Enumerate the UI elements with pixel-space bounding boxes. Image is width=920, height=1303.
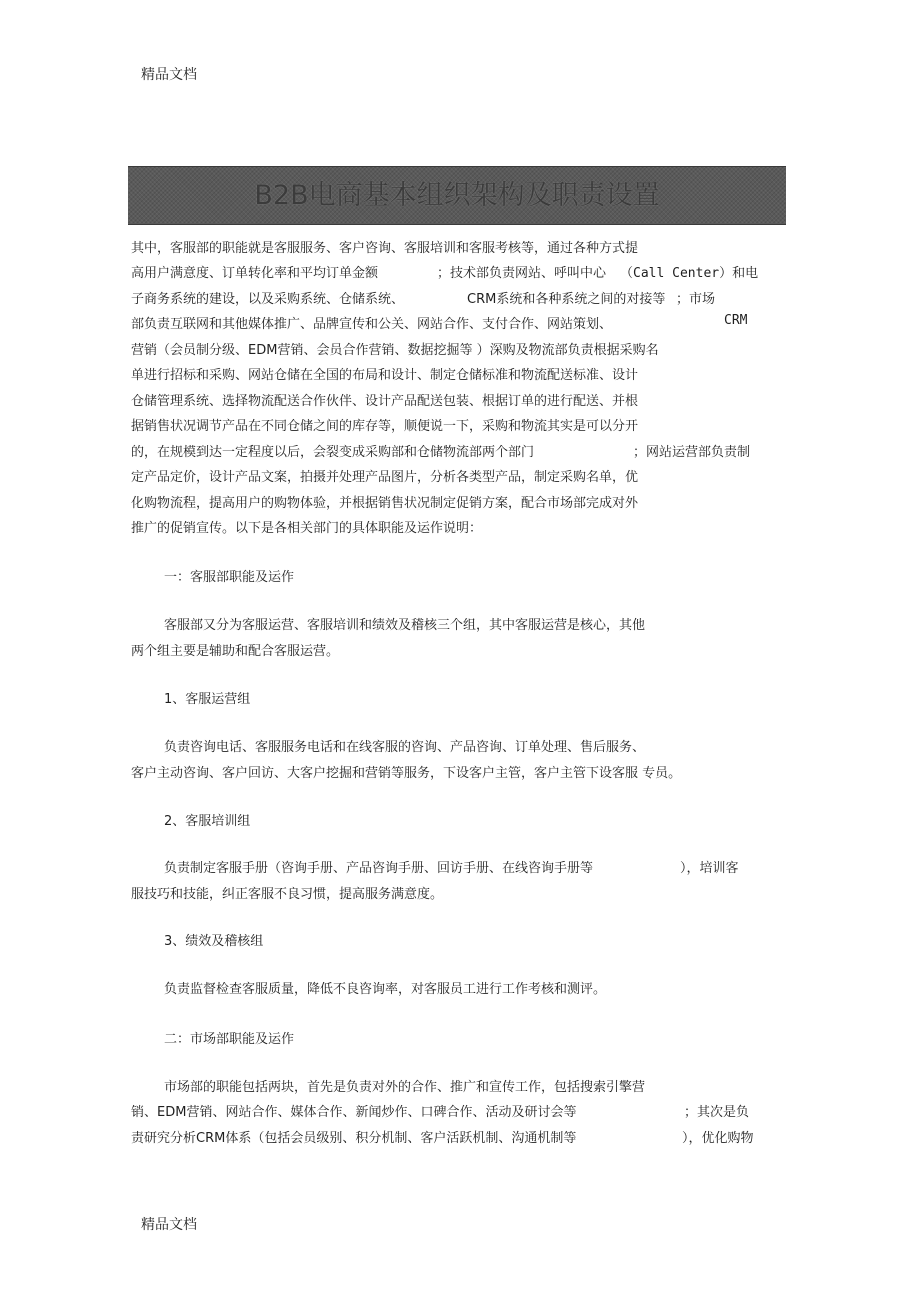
- group1-para-line-1: 负责咨询电话、客服服务电话和在线客服的咨询、产品咨询、订单处理、售后服务、: [164, 740, 646, 755]
- section1-para-line-2: 两个组主要是辅助和配合客服运营。: [131, 644, 340, 659]
- intro-line-9b: ；网站运营部负责制: [633, 445, 751, 460]
- footer-mark: 精品文档: [141, 1217, 197, 1233]
- section2-heading: 二：市场部职能及运作: [164, 1032, 295, 1047]
- group1-para-line-2: 客户主动咨询、客户回访、大客户挖掘和营销等服务，下设客户主管，客户主管下设客服 专员。: [131, 766, 682, 781]
- intro-line-6: 单进行招标和采购、网站仓储在全国的布局和设计、制定仓储标准和物流配送标准、设计: [131, 368, 639, 383]
- header-mark: 精品文档: [141, 67, 197, 83]
- intro-line-5: 营销（会员制分级、EDM营销、会员合作营销、数据挖掘等 ）深购及物流部负责根据采购名: [131, 343, 659, 358]
- section2-para-line-3b: ），优化购物: [682, 1131, 754, 1146]
- intro-line-12: 推广的促销宣传。以下是各相关部门的具体职能及运作说明：: [131, 521, 483, 536]
- title-banner: [128, 166, 786, 225]
- intro-line-4b: CRM: [724, 313, 748, 328]
- group2-para-line-2: 服技巧和技能，纠正客服不良习惯，提高服务满意度。: [131, 887, 444, 902]
- group2-para-line-1b: ），培训客: [680, 861, 739, 876]
- intro-line-10: 定产品定价，设计产品文案，拍摄并处理产品图片，分析各类型产品，制定采购名单，优: [131, 470, 639, 485]
- section2-para-line-3a: 责研究分析CRM体系（包括会员级别、积分机制、客户活跃机制、沟通机制等: [131, 1131, 577, 1146]
- intro-line-2b: ；技术部负责网站、呼叫中心: [437, 266, 607, 281]
- intro-line-9a: 的，在规模到达一定程度以后，会裂变成采购部和仓储物流部两个部门: [131, 445, 535, 460]
- section1-heading: 一：客服部职能及运作: [164, 570, 295, 585]
- intro-line-3c: ；市场: [676, 292, 716, 307]
- group1-heading: 1、客服运营组: [164, 692, 251, 707]
- group3-para-line-1: 负责监督检查客服质量，降低不良咨询率，对客服员工进行工作考核和测评。: [164, 982, 607, 997]
- intro-line-3b: CRM系统和各种系统之间的对接等: [467, 292, 666, 307]
- intro-line-3a: 子商务系统的建设，以及采购系统、仓储系统、: [131, 292, 405, 307]
- intro-line-2a: 高用户满意度、订单转化率和平均订单金额: [131, 266, 379, 281]
- intro-line-4a: 部负责互联网和其他媒体推广、品牌宣传和公关、网站合作、支付合作、网站策划、: [131, 317, 613, 332]
- section1-para-line-1: 客服部又分为客服运营、客服培训和绩效及稽核三个组，其中客服运营是核心，其他: [164, 618, 646, 633]
- intro-line-2c: （Call Center）和电: [620, 266, 759, 281]
- intro-line-1: 其中，客服部的职能就是客服服务、客户咨询、客服培训和客服考核等，通过各种方式提: [131, 241, 639, 256]
- page-title: B2B电商基本组织架构及职责设置: [254, 180, 660, 211]
- group3-heading: 3、绩效及稽核组: [164, 934, 264, 949]
- intro-line-11: 化购物流程，提高用户的购物体验，并根据销售状况制定促销方案，配合市场部完成对外: [131, 496, 639, 511]
- group2-para-line-1a: 负责制定客服手册（咨询手册、产品咨询手册、回访手册、在线咨询手册等: [164, 861, 594, 876]
- section2-para-line-2a: 销、EDM营销、网站合作、媒体合作、新闻炒作、口碑合作、活动及研讨会等: [131, 1105, 577, 1120]
- intro-line-8: 据销售状况调节产品在不同仓储之间的库存等，顺便说一下，采购和物流其实是可以分开: [131, 419, 639, 434]
- group2-heading: 2、客服培训组: [164, 814, 251, 829]
- section2-para-line-1: 市场部的职能包括两块，首先是负责对外的合作、推广和宣传工作，包括搜索引擎营: [164, 1080, 646, 1095]
- intro-line-7: 仓储管理系统、选择物流配送合作伙伴、设计产品配送包装、根据订单的进行配送、并根: [131, 394, 639, 409]
- section2-para-line-2b: ；其次是负: [684, 1105, 750, 1120]
